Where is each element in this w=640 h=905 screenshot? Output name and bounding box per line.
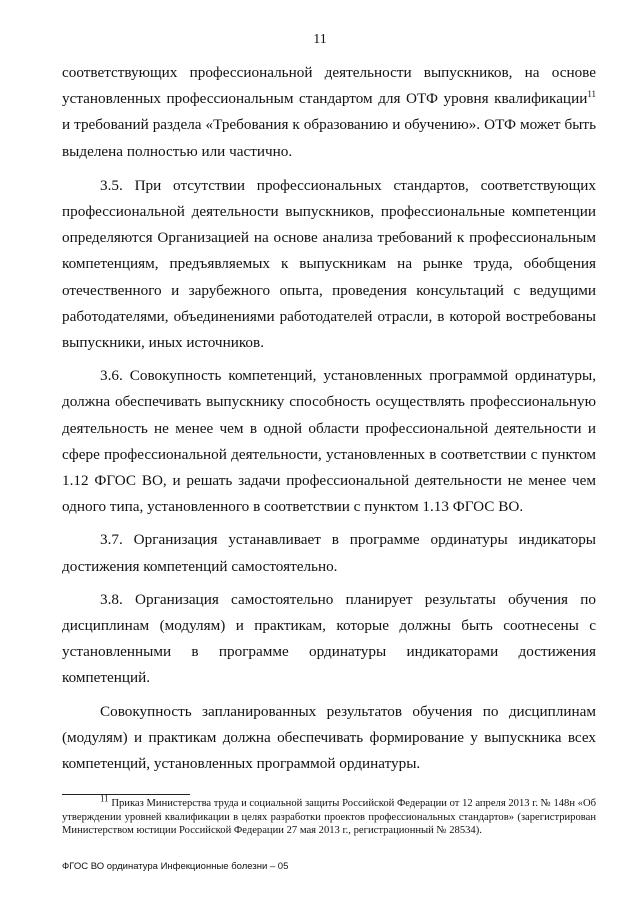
paragraph-results: Совокупность запланированных результатов обучения по дисциплинам (модулям) и практикам должна обеспечивать формирование у выпускника всех компетенций, установленных программой ординатуры. bbox=[62, 702, 596, 773]
body-text bbox=[62, 60, 596, 784]
paragraph-text: соответствующих профессиональной деятельности выпускников, на основе установленных профессиональным стандартом для ОТФ уровня квалификации bbox=[62, 64, 596, 108]
page-footer: ФГОС ВО ординатура Инфекционные болезни – 05 bbox=[62, 861, 289, 872]
paragraph-continuation bbox=[62, 60, 596, 165]
paragraph-3-8: 3.8. Организация самостоятельно планирует результаты обучения по дисциплинам (модулям) и практикам, которые должны быть соотнесены с установленными в программе ординатуры индикаторами достижения компетенций. bbox=[62, 590, 596, 687]
paragraph-3-7: 3.7. Организация устанавливает в программе ординатуры индикаторы достижения компетенций самостоятельно. bbox=[62, 531, 596, 575]
footnote-reference: 11 bbox=[587, 89, 596, 100]
footnote-text: Приказ Министерства труда и социальной защиты Российской Федерации от 12 апреля 2013 г. № 148н «Об утверждении уровней квалификации в целях разработки проектов профессиональных стандартов» (зарегистрирован Министерством юстиции Российской Федерации 27 мая 2013 г., регистрационный № 28534). bbox=[62, 798, 596, 837]
paragraph-text: и требований раздела «Требования к образованию и обучению». ОТФ может быть выделена полностью или частично. bbox=[62, 116, 596, 160]
footnote-marker: 11 bbox=[100, 793, 109, 804]
paragraph-3-5: 3.5. При отсутствии профессиональных стандартов, соответствующих профессиональной деятельности выпускников, профессиональные компетенции определяются Организацией на основе анализа требований к профессиональным компетенциям, предъявляемых к выпускникам на рынке труда, обобщения отечественного и зарубежного опыта, проведения консультаций с ведущими работодателями, объединениями работодателей отрасли, в которой востребованы выпускники, иных источников. bbox=[62, 176, 596, 352]
paragraph-3-6: 3.6. Совокупность компетенций, установленных программой ординатуры, должна обеспечивать выпускнику способность осуществлять профессиональную деятельность не менее чем в одной области профессиональной деятельности и сфере профессиональной деятельности, установленных в соответствии с пунктом 1.12 ФГОС ВО, и решать задачи профессиональной деятельности не менее чем одного типа, установленного в соответствии с пунктом 1.13 ФГОС ВО. bbox=[62, 367, 596, 516]
footnote-divider bbox=[62, 794, 190, 795]
footnote bbox=[62, 793, 596, 838]
page-number: 11 bbox=[313, 32, 327, 47]
